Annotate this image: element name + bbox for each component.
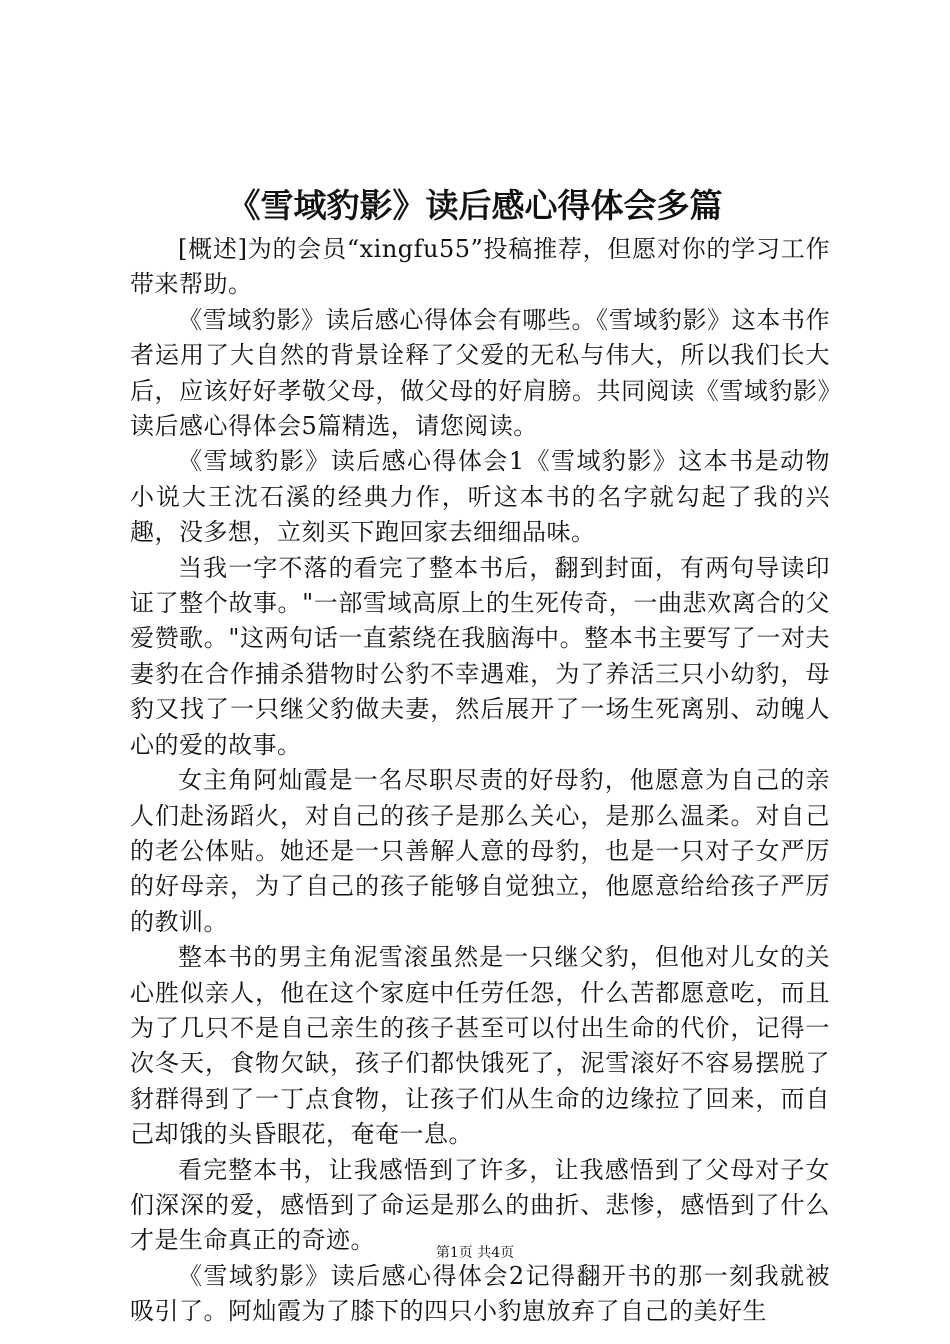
paragraph-essay1-reflection: 看完整本书，让我感悟到了许多，让我感悟到了父母对子女们深深的爱，感悟到了命运是那么的曲折、悲惨，感悟到了什么才是生命真正的奇迹。 [130, 1155, 830, 1255]
paragraph-summary: [概述]为的会员“xingfu55”投稿推荐，但愿对你的学习工作带来帮助。 [130, 235, 830, 299]
paragraph-intro: 《雪域豹影》读后感心得体会有哪些。《雪域豹影》这本书作者运用了大自然的背景诠释了父爱的无私与伟大，所以我们长大后，应该好好孝敬父母，做父母的好肩膀。共同阅读《雪域豹影》读后感心得体会5篇精选，请您阅读。 [130, 305, 830, 441]
document-title: 《雪域豹影》读后感心得体会多篇 [227, 186, 723, 225]
document-body [130, 232, 830, 1330]
paragraph-essay1-opening: 《雪域豹影》读后感心得体会1《雪域豹影》这本书是动物小说大王沈石溪的经典力作，听这本书的名字就勾起了我的兴趣，没多想，立刻买下跑回家去细细品味。 [130, 447, 830, 547]
paragraph-essay1-story: 当我一字不落的看完了整本书后，翻到封面，有两句导读印证了整个故事。"一部雪域高原上的生死传奇，一曲悲欢离合的父爱赞歌。"这两句话一直萦绕在我脑海中。整本书主要写了一对夫妻豹在合作捕杀猎物时公豹不幸遇难，为了养活三只小幼豹，母豹又找了一只继父豹做夫妻，然后展开了一场生死离别、动魄人心的爱的故事。 [130, 553, 830, 759]
paragraph-essay1-heroine: 女主角阿灿霞是一名尽职尽责的好母豹，他愿意为自己的亲人们赴汤蹈火，对自己的孩子是那么关心，是那么温柔。对自己的老公体贴。她还是一只善解人意的母豹，也是一只对子女严厉的好母亲，为了自己的孩子能够自觉独立，他愿意给给孩子严厉的教训。 [130, 766, 830, 936]
paragraph-essay2-opening: 《雪域豹影》读后感心得体会2记得翻开书的那一刻我就被吸引了。阿灿霞为了膝下的四只小豹崽放弃了自己的美好生 [130, 1261, 830, 1326]
page-number-footer: 第1页 共4页 [435, 1245, 515, 1261]
paragraph-essay1-hero: 整本书的男主角泥雪滚虽然是一只继父豹，但他对儿女的关心胜似亲人，他在这个家庭中任劳任怨，什么苦都愿意吃，而且为了几只不是自己亲生的孩子甚至可以付出生命的代价，记得一次冬天，食物欠缺，孩子们都快饿死了，泥雪滚好不容易摆脱了豺群得到了一丁点食物，让孩子们从生命的边缘拉了回来，而自己却饿的头昏眼花，奄奄一息。 [130, 943, 830, 1149]
